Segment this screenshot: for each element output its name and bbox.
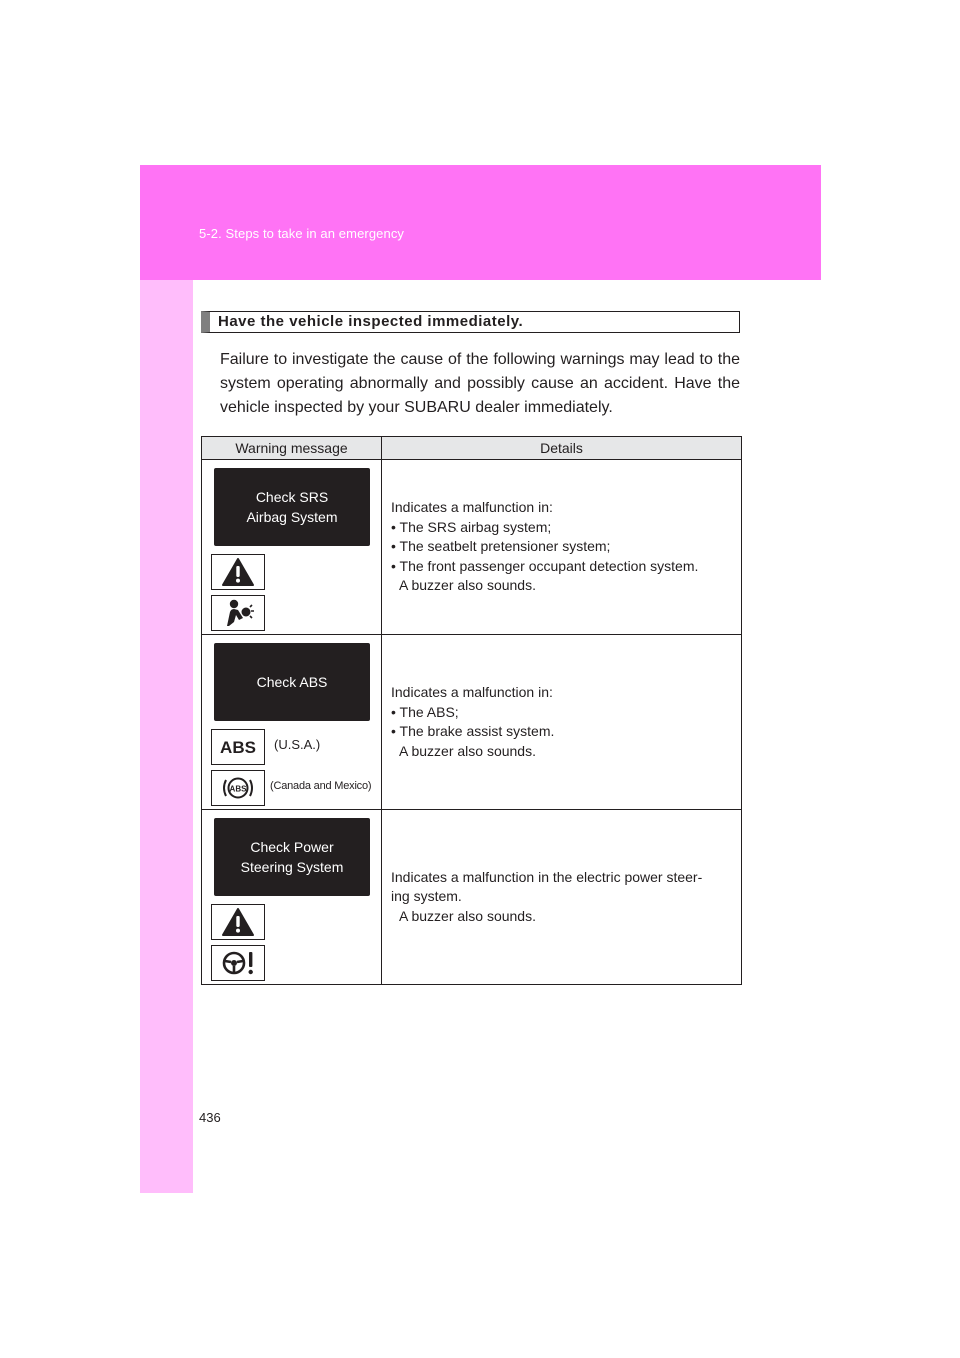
warning-message-cell [202,810,382,985]
details-text: • The ABS; [391,703,459,720]
details-note: A buzzer also sounds. [399,907,536,924]
details-cell [382,635,742,810]
table-row [202,460,742,635]
side-band [140,165,193,1193]
airbag-passenger-icon [211,595,265,631]
screen-text: Check Power [250,839,334,855]
table-row [202,635,742,810]
details-text: • The brake assist system. [391,723,555,739]
section-title: 5-2. Steps to take in an emergency [199,226,405,241]
column-header-warning-message: Warning message [202,437,382,460]
region-caption-canada-mexico: (Canada and Mexico) [270,780,372,792]
screen-text: Check SRS [255,489,329,505]
abs-text-icon [211,729,265,765]
warning-message-cell [202,635,382,810]
page-number: 436 [199,1110,221,1125]
warning-table [201,436,742,985]
screen-text: Airbag System [246,509,338,525]
details-cell [382,460,742,635]
details-cell [382,810,742,985]
display-message-screen [214,468,370,546]
screen-text: Check ABS [256,674,328,690]
abs-circle-icon [211,770,265,806]
details-text: Indicates a malfunction in the electric power steer- [391,868,703,885]
warning-triangle-icon [211,554,265,590]
details-text: ing system. [391,888,462,905]
screen-text: Steering System [240,859,344,875]
column-header-details: Details [382,437,742,460]
heading-text: Have the vehicle inspected immediately. [218,313,524,330]
table-header-row [202,437,742,460]
details-text: • The SRS airbag system; [391,518,552,535]
header-band [140,165,821,280]
warning-triangle-icon [211,904,265,940]
steering-wheel-warning-icon [211,945,265,981]
display-message-screen [214,643,370,721]
section-heading [201,311,740,333]
details-text: • The front passenger occupant detection system. [391,557,699,574]
display-message-screen [214,818,370,896]
intro-paragraph: Failure to investigate the cause of the following warnings may lead to the system operating abnormally and possibly cause an accident. Have the vehicle inspected by your SUBARU dealer immediately. [220,351,740,416]
region-caption-usa: (U.S.A.) [274,737,321,752]
table-row [202,810,742,985]
details-note: A buzzer also sounds. [399,742,536,759]
svg-text:ABS: ABS [229,784,247,794]
details-text: • The seatbelt pretensioner system; [391,538,611,555]
details-text: Indicates a malfunction in: [391,684,553,700]
details-text: Indicates a malfunction in: [391,499,553,516]
warning-message-cell [202,460,382,635]
details-note: A buzzer also sounds. [399,577,536,594]
svg-text:ABS: ABS [220,738,256,757]
